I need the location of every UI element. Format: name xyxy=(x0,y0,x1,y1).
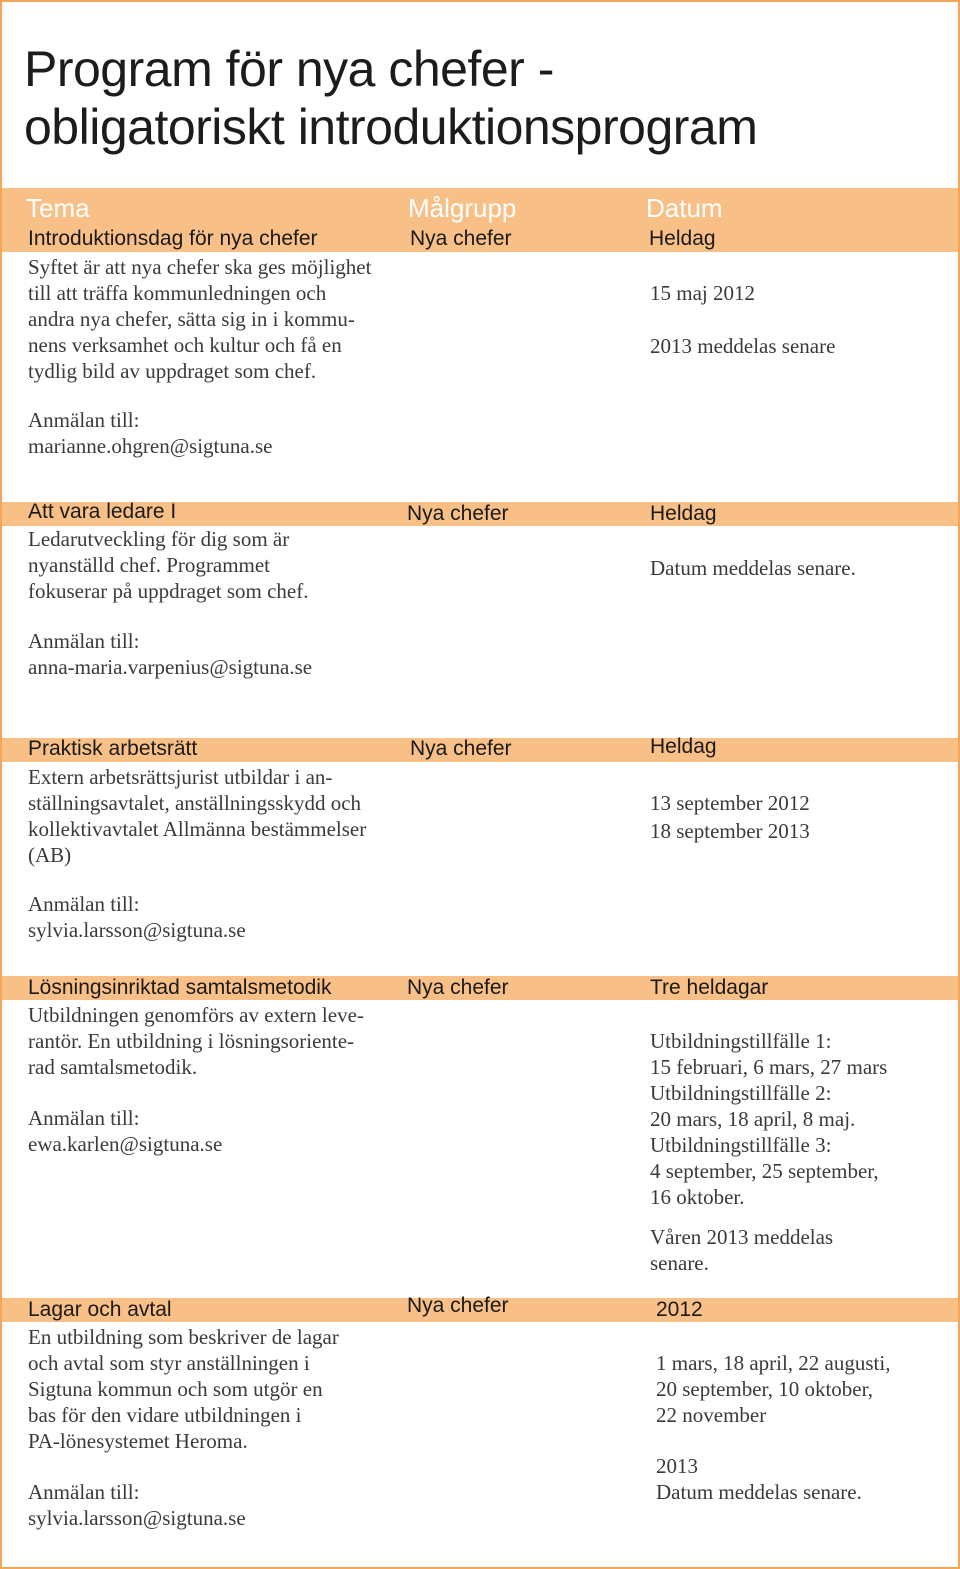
program-2-target: Nya chefer xyxy=(407,502,509,525)
signup-label: Anmälan till: xyxy=(28,892,140,916)
column-header-malgrupp: Målgrupp xyxy=(408,193,517,223)
program-3-dates: 13 september 2012 18 september 2013 xyxy=(650,791,810,843)
column-header-tema: Tema xyxy=(26,193,90,223)
program-4-description: Utbildningen genomförs av extern leve- rantör. En utbildning i lösningsoriente- rad samtalsmetodik. xyxy=(28,1003,364,1079)
program-4-duration: Tre heldagar xyxy=(650,976,769,999)
signup-email: ewa.karlen@sigtuna.se xyxy=(28,1132,223,1156)
program-2-name: Att vara ledare I xyxy=(28,500,177,523)
program-1-date-1: 15 maj 2012 xyxy=(650,281,755,305)
program-2-date-1: Datum meddelas senare. xyxy=(650,556,856,580)
program-1-target: Nya chefer xyxy=(410,227,512,250)
program-5-name: Lagar och avtal xyxy=(28,1298,172,1321)
signup-label: Anmälan till: xyxy=(28,1106,140,1130)
program-1-name: Introduktionsdag för nya chefer xyxy=(28,227,318,250)
page-title xyxy=(24,40,757,156)
program-3-duration: Heldag xyxy=(650,735,717,758)
program-1-duration: Heldag xyxy=(649,227,716,250)
program-4-signup xyxy=(28,1105,222,1157)
signup-label: Anmälan till: xyxy=(28,408,140,432)
column-header-datum: Datum xyxy=(646,193,723,223)
signup-email: sylvia.larsson@sigtuna.se xyxy=(28,1506,246,1530)
program-5-description: En utbildning som beskriver de lagar och avtal som styr anställningen i Sigtuna kommun och som utgör en bas för den vidare utbildningen i PA-lönesystemet Heroma. xyxy=(28,1325,339,1453)
program-2-signup xyxy=(28,628,312,680)
program-3-description: Extern arbetsrättsjurist utbildar i an- ställningsavtalet, anställningsskydd och kollektivavtalet Allmänna bestämmelser (AB) xyxy=(28,765,367,867)
signup-label: Anmälan till: xyxy=(28,629,140,653)
program-5-dates-note: 2013 Datum meddelas senare. xyxy=(656,1454,862,1504)
program-5-dates: 1 mars, 18 april, 22 augusti, 20 september, 10 oktober, 22 november xyxy=(656,1351,891,1427)
program-2-duration: Heldag xyxy=(650,502,717,525)
signup-email: anna-maria.varpenius@sigtuna.se xyxy=(28,655,313,679)
program-3-name: Praktisk arbetsrätt xyxy=(28,737,198,760)
program-4-dates: Utbildningstillfälle 1: 15 februari, 6 mars, 27 mars Utbildningstillfälle 2: 20 mars, 18 april, 8 maj. Utbildningstillfälle 3: 4 september, 25 september, 16 oktober. xyxy=(650,1029,888,1209)
program-4-target: Nya chefer xyxy=(407,976,509,999)
signup-label: Anmälan till: xyxy=(28,1480,140,1504)
program-2-description: Ledarutveckling för dig som är nyanställd chef. Programmet fokuserar på uppdraget som chef. xyxy=(28,527,309,603)
program-4-name: Lösningsinriktad samtalsmetodik xyxy=(28,976,332,999)
program-1-signup xyxy=(28,407,272,459)
title-line-2: obligatoriskt introduktionsprogram xyxy=(24,99,758,155)
program-1-description: Syftet är att nya chefer ska ges möjlighet till att träffa kommunledningen och andra nya chefer, sätta sig in i kommu- nens verksamhet och kultur och få en tydlig bild av uppdraget som chef. xyxy=(28,255,372,383)
title-line-1: Program för nya chefer - xyxy=(24,41,554,97)
program-5-signup xyxy=(28,1479,246,1531)
signup-email: marianne.ohgren@sigtuna.se xyxy=(28,434,273,458)
program-5-duration: 2012 xyxy=(656,1298,703,1321)
program-5-target: Nya chefer xyxy=(407,1294,509,1317)
program-4-dates-note: Våren 2013 meddelas senare. xyxy=(650,1225,834,1275)
program-3-signup xyxy=(28,891,246,943)
program-1-date-2: 2013 meddelas senare xyxy=(650,334,836,358)
signup-email: sylvia.larsson@sigtuna.se xyxy=(28,918,246,942)
program-3-target: Nya chefer xyxy=(410,737,512,760)
